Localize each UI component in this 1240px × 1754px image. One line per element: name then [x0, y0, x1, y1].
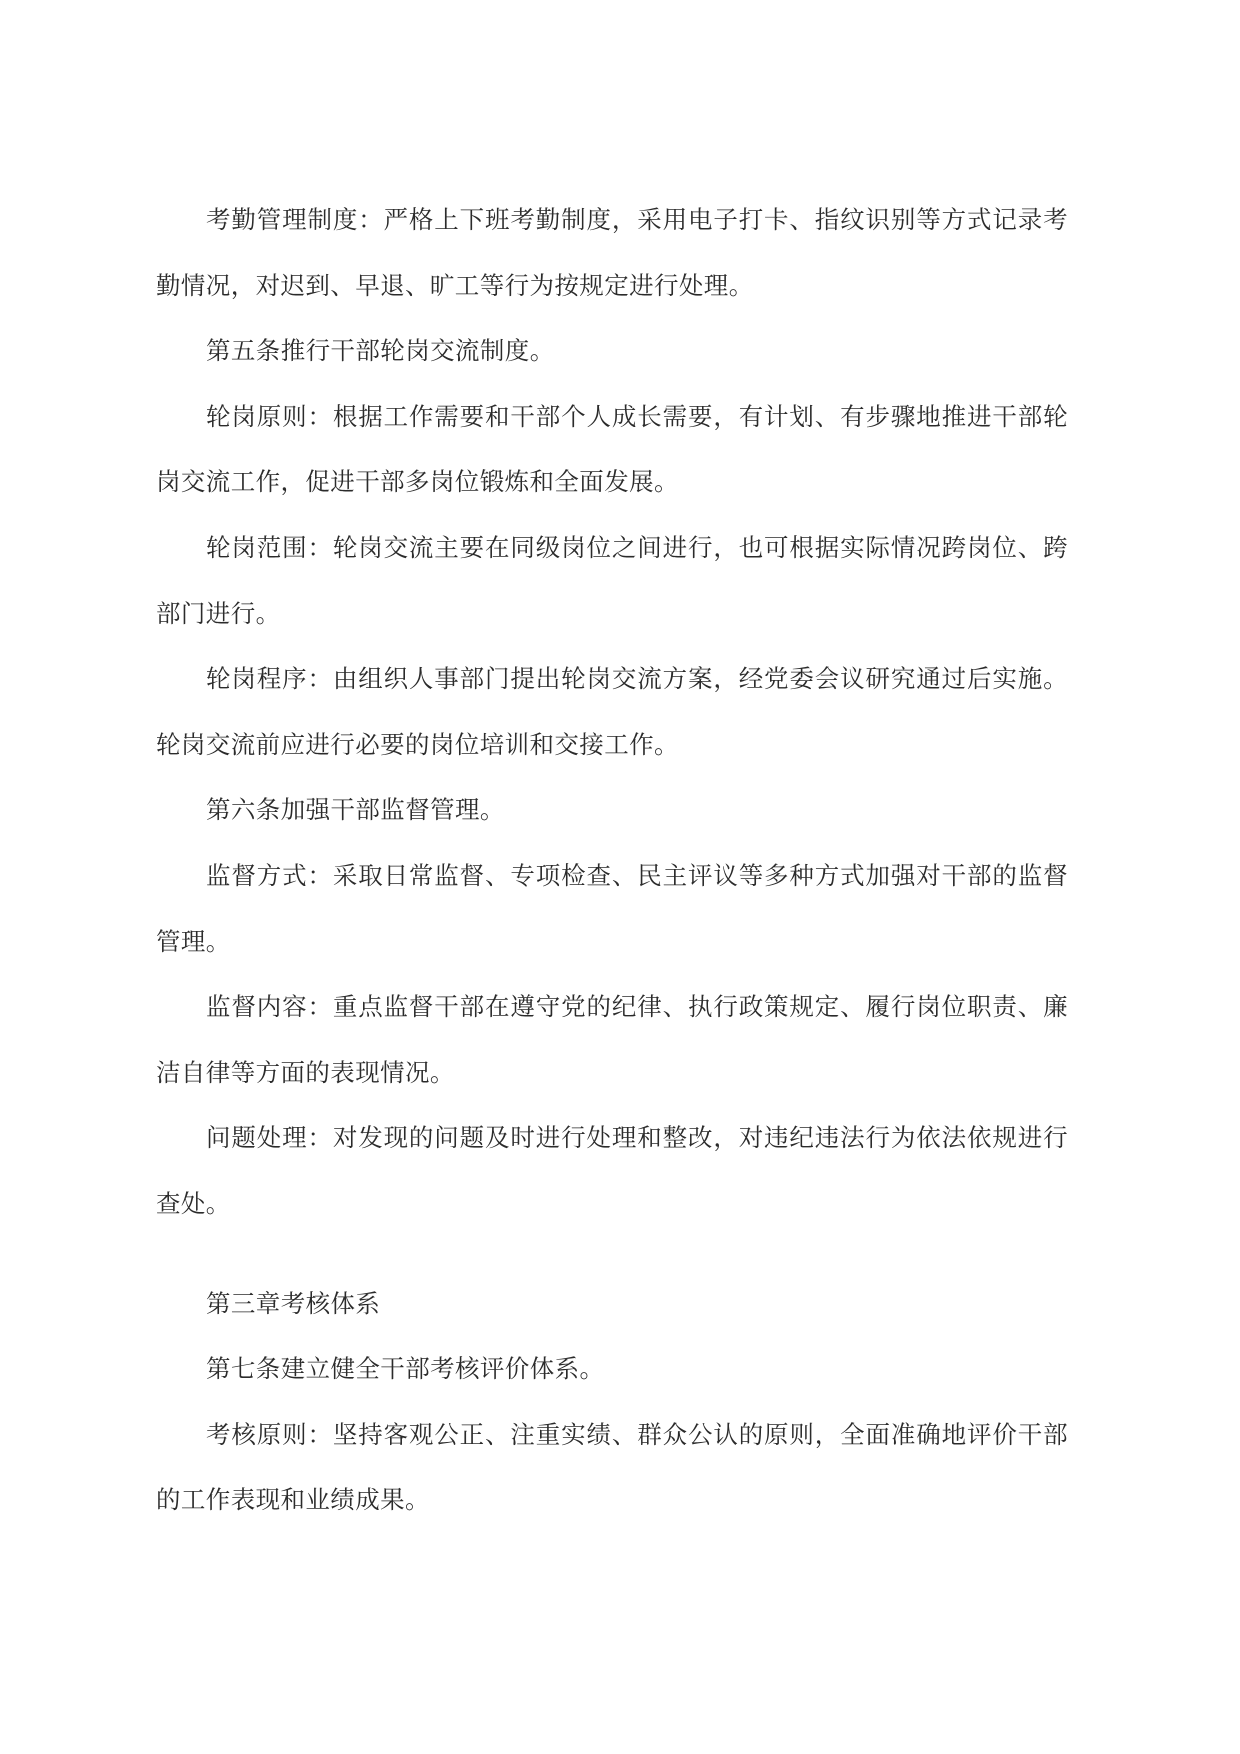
- paragraph-rotation-scope: 轮岗范围：轮岗交流主要在同级岗位之间进行，也可根据实际情况跨岗位、跨部门进行。: [156, 532, 1068, 628]
- article-7-heading: 第七条建立健全干部考核评价体系。: [206, 1354, 605, 1384]
- document-body: [156, 187, 1068, 1533]
- paragraph-attendance-system: 考勤管理制度：严格上下班考勤制度，采用电子打卡、指纹识别等方式记录考勤情况，对迟到、早退、旷工等行为按规定进行处理。: [156, 205, 1068, 300]
- paragraph-supervision-content: 监督内容：重点监督干部在遵守党的纪律、执行政策规定、履行岗位职责、廉洁自律等方面的表现情况。: [156, 992, 1068, 1087]
- article-6-heading: 第六条加强干部监督管理。: [206, 795, 505, 825]
- paragraph-assessment-principle: 考核原则：坚持客观公正、注重实绩、群众公认的原则，全面准确地评价干部的工作表现和业绩成果。: [156, 1419, 1068, 1515]
- paragraph-rotation-procedure: 轮岗程序：由组织人事部门提出轮岗交流方案，经党委会议研究通过后实施。轮岗交流前应进行必要的岗位培训和交接工作。: [156, 664, 1068, 759]
- paragraph-rotation-principle: 轮岗原则：根据工作需要和干部个人成长需要，有计划、有步骤地推进干部轮岗交流工作，促进干部多岗位锻炼和全面发展。: [156, 401, 1068, 497]
- chapter-3-heading: 第三章考核体系: [206, 1288, 381, 1318]
- paragraph-issue-handling: 问题处理：对发现的问题及时进行处理和整改，对违纪违法行为依法依规进行查处。: [156, 1123, 1068, 1218]
- paragraph-supervision-method: 监督方式：采取日常监督、专项检查、民主评议等多种方式加强对干部的监督管理。: [156, 860, 1068, 956]
- article-5-heading: 第五条推行干部轮岗交流制度。: [206, 336, 555, 366]
